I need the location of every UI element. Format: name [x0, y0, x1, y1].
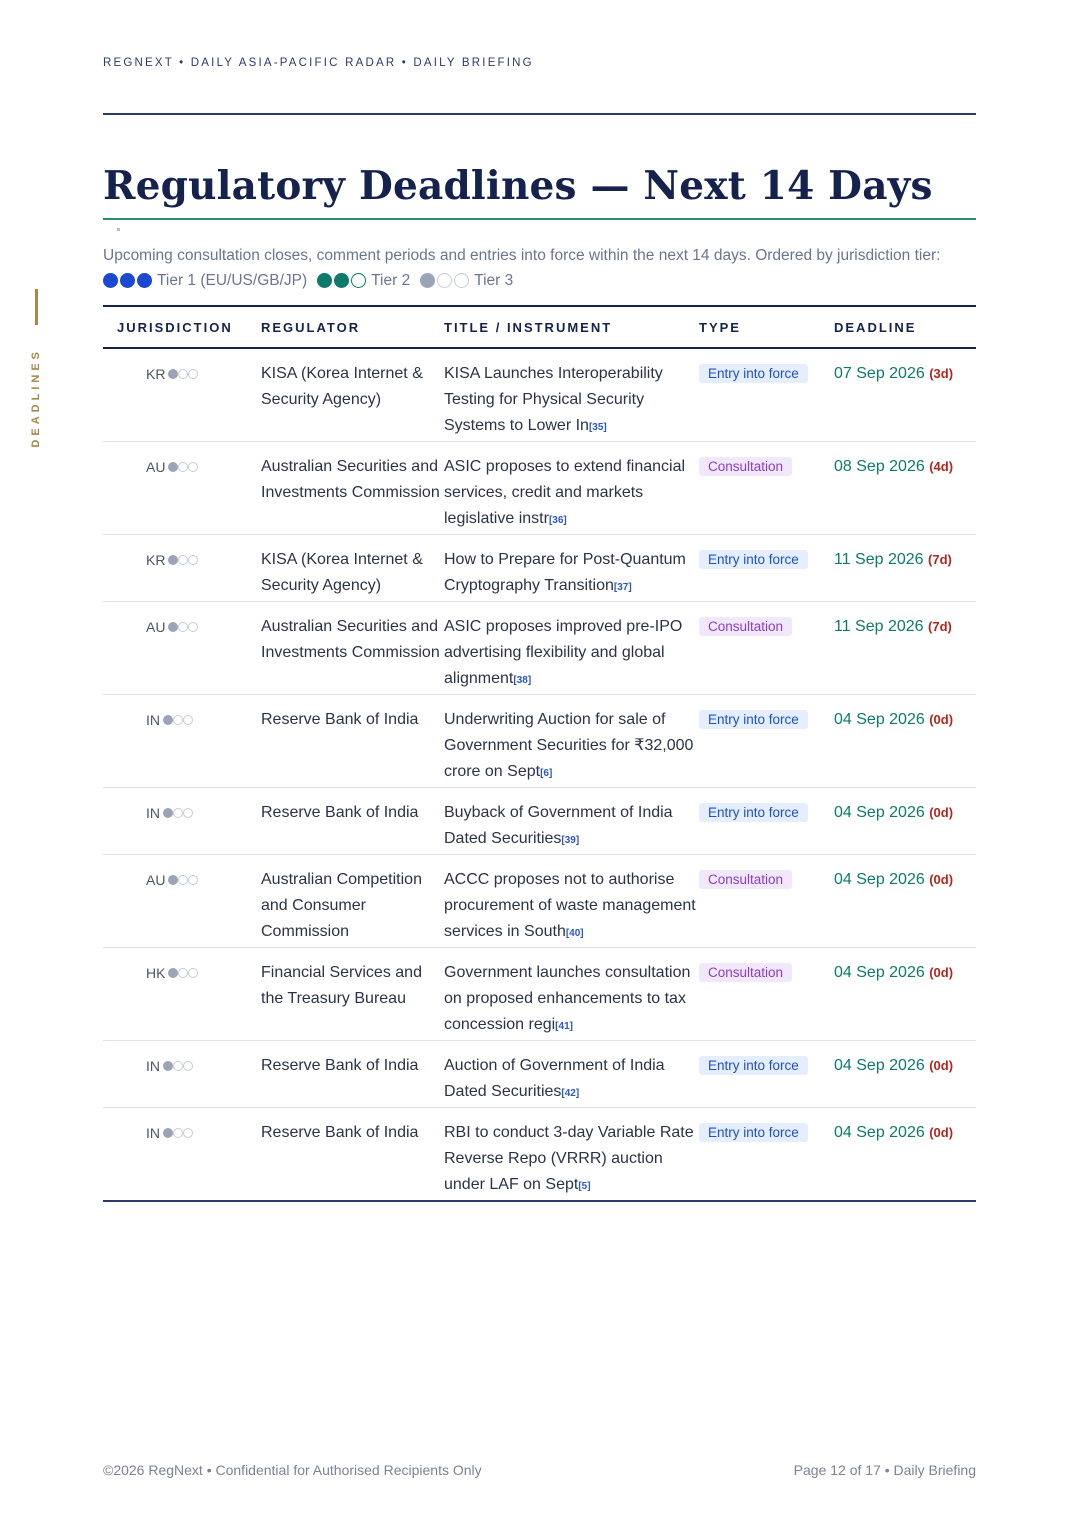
- table-row: [103, 855, 976, 948]
- deadline-date: 11 Sep 2026: [834, 551, 924, 568]
- days-remaining: (7d): [928, 552, 952, 567]
- instrument-title: RBI to conduct 3-day Variable Rate Reverse Repo (VRRR) auction under LAF on Sept: [444, 1124, 694, 1193]
- jurisdiction-cell: [103, 960, 261, 986]
- jurisdiction-code: AU: [146, 619, 166, 635]
- deadline-cell: [834, 800, 976, 826]
- tier3-label: Tier 3: [474, 272, 514, 289]
- tier-dot-empty-icon: [183, 1061, 193, 1071]
- deadlines-table: [103, 305, 976, 1202]
- column-header-title: TITLE / INSTRUMENT: [444, 319, 613, 335]
- jurisdiction-code: IN: [146, 805, 160, 821]
- type-cell: [699, 800, 834, 826]
- deadline-date: 04 Sep 2026: [834, 964, 925, 981]
- reference-link[interactable]: [39]: [561, 835, 580, 846]
- type-cell: [699, 454, 834, 480]
- regulator-cell: Australian Securities and Investments Commission: [261, 618, 440, 661]
- deadline-cell: [834, 867, 976, 893]
- title-cell: [444, 1053, 699, 1107]
- jurisdiction-cell: [103, 614, 261, 640]
- type-cell: [699, 960, 834, 986]
- type-badge: Entry into force: [699, 803, 808, 822]
- tier-dot-icon: [163, 808, 173, 818]
- tier-dot-empty-icon: [351, 273, 366, 288]
- days-remaining: (0d): [929, 1058, 954, 1073]
- tier-dot-empty-icon: [188, 875, 198, 885]
- tier-dot-icon: [137, 273, 152, 288]
- tier-dot-empty-icon: [178, 462, 188, 472]
- tier-dot-icon: [168, 555, 178, 565]
- table-row: [103, 788, 976, 855]
- tier1-legend: [103, 268, 307, 293]
- section-side-label: DEADLINES: [30, 348, 42, 448]
- tier-dot-empty-icon: [188, 462, 198, 472]
- tier-dot-empty-icon: [188, 555, 198, 565]
- type-badge: Consultation: [699, 617, 792, 636]
- jurisdiction-code: AU: [146, 459, 166, 475]
- days-remaining: (0d): [929, 965, 954, 980]
- type-badge: Entry into force: [699, 364, 808, 383]
- tier-dot-empty-icon: [188, 369, 198, 379]
- instrument-title: Government launches consultation on proposed enhancements to tax concession regi: [444, 964, 691, 1033]
- instrument-title: Underwriting Auction for sale of Government Securities for ₹32,000 crore on Sept: [444, 711, 694, 780]
- tier-dot-icon: [168, 875, 178, 885]
- regulator-cell: Reserve Bank of India: [261, 1057, 419, 1074]
- tier-dot-icon: [168, 622, 178, 632]
- instrument-title: ASIC proposes improved pre-IPO advertising flexibility and global alignment: [444, 618, 683, 687]
- intro-text: [103, 243, 983, 293]
- intro-description: Upcoming consultation closes, comment periods and entries into force within the next 14 days. Ordered by jurisdiction tier:: [103, 247, 941, 264]
- tier-dot-icon: [163, 1061, 173, 1071]
- tier-dot-icon: [334, 273, 349, 288]
- footer-page-info: Page 12 of 17 • Daily Briefing: [793, 1462, 976, 1478]
- tier-dot-empty-icon: [437, 273, 452, 288]
- tier-dot-icon: [103, 273, 118, 288]
- title-cell: [444, 800, 699, 854]
- jurisdiction-cell: [103, 800, 261, 826]
- jurisdiction-cell: [103, 454, 261, 480]
- tier-dot-empty-icon: [188, 968, 198, 978]
- reference-link[interactable]: [5]: [578, 1181, 591, 1192]
- type-cell: [699, 707, 834, 733]
- deadline-date: 04 Sep 2026: [834, 804, 925, 821]
- deadline-cell: [834, 1120, 976, 1146]
- jurisdiction-code: IN: [146, 1058, 160, 1074]
- days-remaining: (7d): [928, 619, 952, 634]
- type-badge: Entry into force: [699, 1056, 808, 1075]
- instrument-title: Buyback of Government of India Dated Securities: [444, 804, 673, 847]
- days-remaining: (0d): [929, 872, 954, 887]
- instrument-title: Auction of Government of India Dated Securities: [444, 1057, 665, 1100]
- regulator-cell: Australian Competition and Consumer Commission: [261, 871, 422, 940]
- title-cell: [444, 547, 699, 601]
- tier-dot-empty-icon: [178, 622, 188, 632]
- type-cell: [699, 1120, 834, 1146]
- tier-dot-empty-icon: [183, 808, 193, 818]
- regulator-cell: Reserve Bank of India: [261, 1124, 419, 1141]
- title-cell: [444, 1120, 699, 1200]
- days-remaining: (0d): [929, 712, 954, 727]
- instrument-title: ACCC proposes not to authorise procurement of waste management services in South: [444, 871, 696, 940]
- tier-dot-icon: [168, 369, 178, 379]
- table-row: [103, 602, 976, 695]
- tier-dot-empty-icon: [173, 715, 183, 725]
- table-row: [103, 535, 976, 602]
- tier-dot-empty-icon: [178, 555, 188, 565]
- type-cell: [699, 867, 834, 893]
- type-badge: Consultation: [699, 963, 792, 982]
- tier-dot-icon: [317, 273, 332, 288]
- tier-dot-empty-icon: [188, 622, 198, 632]
- type-badge: Consultation: [699, 457, 792, 476]
- regulator-cell: KISA (Korea Internet & Security Agency): [261, 365, 423, 408]
- tier-dot-icon: [120, 273, 135, 288]
- deadline-cell: [834, 547, 976, 573]
- tier-dot-empty-icon: [173, 1061, 183, 1071]
- reference-link[interactable]: [35]: [588, 422, 607, 433]
- regulator-cell: KISA (Korea Internet & Security Agency): [261, 551, 423, 594]
- tier-dot-icon: [163, 1128, 173, 1138]
- jurisdiction-cell: [103, 547, 261, 573]
- title-dot: [117, 228, 120, 231]
- tier1-label: Tier 1 (EU/US/GB/JP): [157, 272, 308, 289]
- footer-copyright: ©2026 RegNext • Confidential for Authorised Recipients Only: [103, 1462, 482, 1478]
- jurisdiction-cell: [103, 867, 261, 893]
- tier-dot-icon: [168, 968, 178, 978]
- deadline-cell: [834, 707, 976, 733]
- days-remaining: (4d): [929, 459, 954, 474]
- instrument-title: KISA Launches Interoperability Testing for Physical Security Systems to Lower In: [444, 365, 663, 434]
- deadline-date: 07 Sep 2026: [834, 365, 925, 382]
- reference-link[interactable]: [38]: [513, 675, 532, 686]
- deadline-date: 04 Sep 2026: [834, 1057, 925, 1074]
- regulator-cell: Financial Services and the Treasury Bureau: [261, 964, 422, 1007]
- instrument-title: How to Prepare for Post-Quantum Cryptography Transition: [444, 551, 686, 594]
- title-cell: [444, 867, 699, 947]
- reference-link[interactable]: [40]: [565, 928, 584, 939]
- tier-dot-empty-icon: [173, 808, 183, 818]
- type-cell: [699, 614, 834, 640]
- tier-dot-empty-icon: [178, 968, 188, 978]
- title-cell: [444, 960, 699, 1040]
- jurisdiction-code: HK: [146, 965, 166, 981]
- reference-link[interactable]: [37]: [613, 582, 632, 593]
- table-row: [103, 695, 976, 788]
- deadline-cell: [834, 960, 976, 986]
- title-underline: [103, 218, 976, 220]
- type-badge: Entry into force: [699, 710, 808, 729]
- tier-dot-empty-icon: [173, 1128, 183, 1138]
- table-header: [103, 305, 976, 349]
- jurisdiction-code: IN: [146, 1125, 160, 1141]
- column-header-jurisdiction: JURISDICTION: [117, 319, 233, 335]
- title-cell: [444, 454, 699, 534]
- regulator-cell: Reserve Bank of India: [261, 804, 419, 821]
- reference-link[interactable]: [36]: [548, 515, 567, 526]
- deadline-date: 04 Sep 2026: [834, 1124, 925, 1141]
- tier2-label: Tier 2: [371, 272, 411, 289]
- jurisdiction-code: IN: [146, 712, 160, 728]
- tier-dot-icon: [163, 715, 173, 725]
- days-remaining: (0d): [929, 1125, 954, 1140]
- type-cell: [699, 1053, 834, 1079]
- column-header-regulator: REGULATOR: [261, 319, 361, 335]
- type-badge: Entry into force: [699, 550, 808, 569]
- title-cell: [444, 614, 699, 694]
- tier-dot-empty-icon: [183, 1128, 193, 1138]
- reference-link[interactable]: [6]: [540, 768, 553, 779]
- instrument-title: ASIC proposes to extend financial services, credit and markets legislative instr: [444, 458, 686, 527]
- days-remaining: (3d): [929, 366, 954, 381]
- table-body: [103, 349, 976, 1202]
- deadline-cell: [834, 454, 976, 480]
- deadline-cell: [834, 361, 976, 387]
- jurisdiction-code: AU: [146, 872, 166, 888]
- type-cell: [699, 361, 834, 387]
- page-title: Regulatory Deadlines — Next 14 Days: [103, 163, 933, 209]
- regulator-cell: Reserve Bank of India: [261, 711, 419, 728]
- tier-dot-empty-icon: [183, 715, 193, 725]
- table-row: [103, 349, 976, 442]
- jurisdiction-code: KR: [146, 366, 166, 382]
- title-cell: [444, 707, 699, 787]
- tier3-legend: [420, 268, 513, 293]
- jurisdiction-code: KR: [146, 552, 166, 568]
- days-remaining: (0d): [929, 805, 954, 820]
- tier-dot-empty-icon: [454, 273, 469, 288]
- jurisdiction-cell: [103, 707, 261, 733]
- running-header: REGNEXT • DAILY ASIA-PACIFIC RADAR • DAILY BRIEFING: [103, 57, 534, 69]
- tier-dot-icon: [420, 273, 435, 288]
- title-cell: [444, 361, 699, 441]
- jurisdiction-cell: [103, 361, 261, 387]
- type-cell: [699, 547, 834, 573]
- deadline-date: 04 Sep 2026: [834, 871, 925, 888]
- tier-dot-empty-icon: [178, 875, 188, 885]
- tier2-legend: [317, 268, 410, 293]
- reference-link[interactable]: [42]: [561, 1088, 580, 1099]
- tier-dot-icon: [168, 462, 178, 472]
- reference-link[interactable]: [41]: [555, 1021, 573, 1032]
- tier-legend: [103, 268, 983, 293]
- regulator-cell: Australian Securities and Investments Commission: [261, 458, 440, 501]
- column-header-type: TYPE: [699, 319, 741, 335]
- section-marker-bar: [35, 289, 38, 325]
- deadline-date: 08 Sep 2026: [834, 458, 925, 475]
- deadline-date: 11 Sep 2026: [834, 618, 924, 635]
- table-row: [103, 1108, 976, 1202]
- table-row: [103, 948, 976, 1041]
- deadline-date: 04 Sep 2026: [834, 711, 925, 728]
- deadline-cell: [834, 614, 976, 640]
- tier-dot-empty-icon: [178, 369, 188, 379]
- column-header-deadline: DEADLINE: [834, 319, 917, 335]
- header-divider: [103, 113, 976, 115]
- type-badge: Consultation: [699, 870, 792, 889]
- jurisdiction-cell: [103, 1120, 261, 1146]
- deadline-cell: [834, 1053, 976, 1079]
- table-row: [103, 1041, 976, 1108]
- jurisdiction-cell: [103, 1053, 261, 1079]
- type-badge: Entry into force: [699, 1123, 808, 1142]
- table-row: [103, 442, 976, 535]
